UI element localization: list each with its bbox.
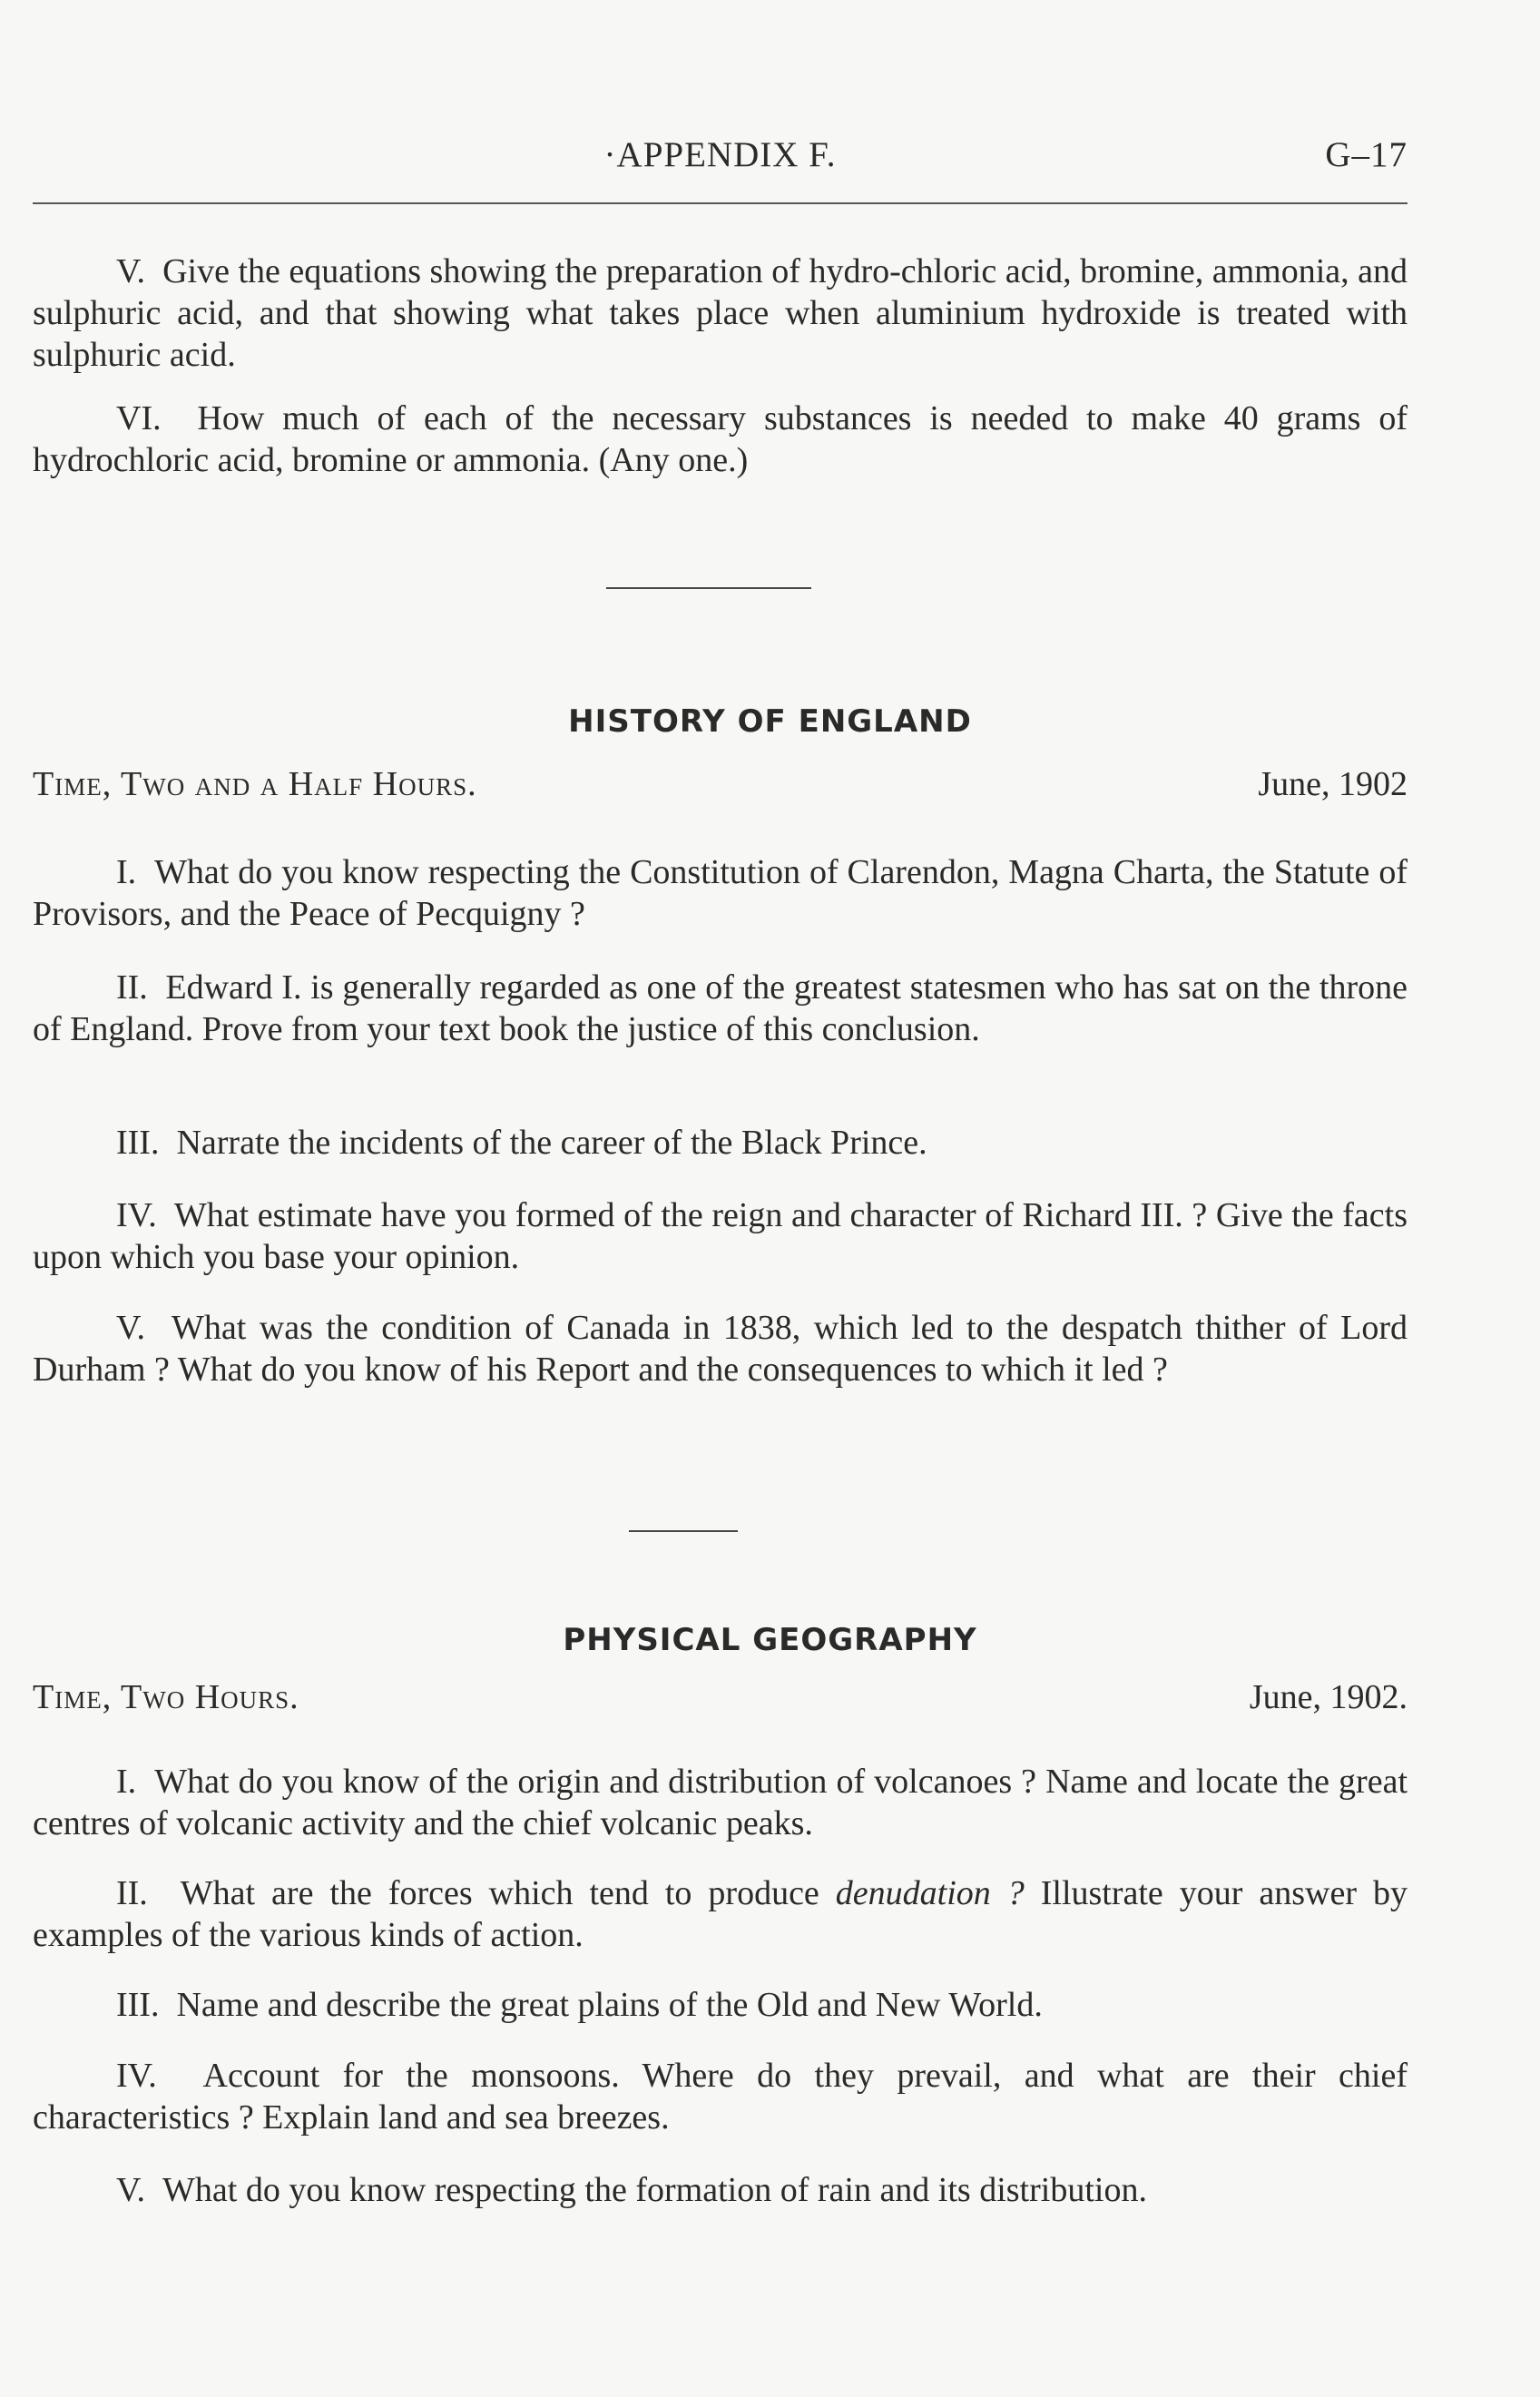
question-text: What estimate have you formed of the reign and character of Richard III. ? Give the facts upon which you base your opinion. [33,1196,1408,1276]
chemistry-question-5 [33,251,1408,376]
history-question-5 [33,1307,1408,1390]
question-text-before: What are the forces which tend to produce [180,1874,836,1912]
emphasized-term: denudation ? [835,1874,1025,1912]
question-numeral: I. [116,1763,137,1801]
question-numeral: V. [116,2171,146,2209]
header-rule [33,202,1408,204]
geography-question-2 [33,1872,1408,1956]
history-exam-meta [33,764,1408,808]
question-numeral: V. [116,252,146,290]
question-text: Account for the monsoons. Where do they prevail, and what are their chief characteristics ? Explain land and sea breezes. [33,2057,1408,2137]
question-text: What was the condition of Canada in 1838, which led to the despatch thither of Lord Durham ? What do you know of his Report and the consequences to which it led ? [33,1309,1408,1389]
question-numeral: IV. [116,2057,157,2095]
geography-section-title: PHYSICAL GEOGRAPHY [563,1622,977,1658]
question-text: What do you know respecting the formation of rain and its distribution. [162,2171,1147,2209]
history-question-1 [33,851,1408,935]
question-numeral: III. [116,1124,160,1162]
page-header [33,134,1408,180]
question-numeral: III. [116,1986,160,2024]
question-text-after: Illustrate your answer by examples of the various kinds of action. [33,1874,1408,1954]
question-text: Give the equations showing the preparation of hydro-chloric acid, bromine, ammonia, and sulphuric acid, and that showing what takes place when aluminium hydroxide is treated with sulphuric acid. [33,252,1408,374]
history-question-4 [33,1194,1408,1278]
section-divider [606,587,811,589]
geography-exam-date: June, 1902. [1249,1678,1408,1716]
history-exam-date: June, 1902 [1258,765,1408,803]
chemistry-question-6 [33,398,1408,481]
geography-question-1 [33,1761,1408,1844]
question-numeral: IV. [116,1196,157,1234]
question-numeral: II. [116,968,148,1007]
history-exam-time: Time, Two and a Half Hours. [33,765,477,803]
geography-question-3 [33,1984,1408,2026]
question-text: What do you know respecting the Constitution of Clarendon, Magna Charta, the Statute of Provisors, and the Peace of Pecquigny ? [33,853,1408,933]
geography-exam-time: Time, Two Hours. [33,1678,299,1716]
geography-question-4 [33,2055,1408,2138]
question-text: Name and describe the great plains of the Old and New World. [176,1986,1043,2024]
question-text: Narrate the incidents of the career of the Black Prince. [176,1124,927,1162]
question-numeral: V. [116,1309,146,1347]
page-header-title: ·APPENDIX F. [603,135,837,174]
page-number: G–17 [1325,135,1408,174]
question-numeral: I. [116,853,137,891]
section-divider [629,1530,738,1532]
geography-exam-meta [33,1677,1408,1721]
question-numeral: II. [116,1874,148,1912]
question-numeral: VI. [116,399,162,437]
history-question-2 [33,967,1408,1050]
geography-question-5 [33,2169,1408,2211]
history-question-3 [33,1122,1408,1164]
question-text: Edward I. is generally regarded as one of the greatest statesmen who has sat on the throne of England. Prove from your text book the justice of this conclusion. [33,968,1408,1048]
question-text: What do you know of the origin and distribution of volcanoes ? Name and locate the great centres of volcanic activity and the chief volcanic peaks. [33,1763,1408,1842]
history-section-title: HISTORY OF ENGLAND [568,703,972,740]
question-text: How much of each of the necessary substances is needed to make 40 grams of hydrochloric acid, bromine or ammonia. (Any one.) [33,399,1408,479]
